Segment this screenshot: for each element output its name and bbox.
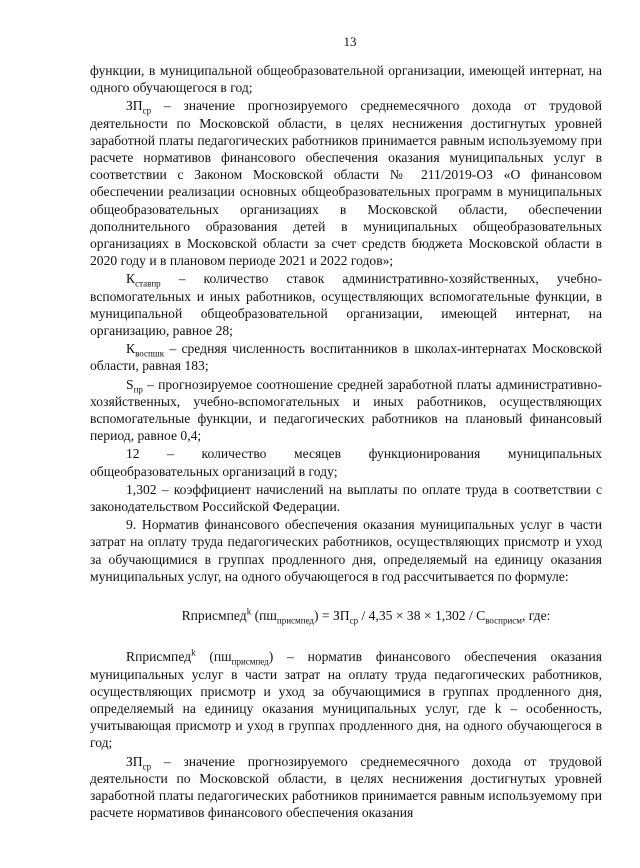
paragraph-coefficient: 1,302 – коэффициент начислений на выплаты по оплате труда в соответствии с законодательством Российской Федерации. <box>90 481 602 515</box>
symbol: Rприсмпед <box>126 649 192 665</box>
symbol-superscript: k <box>191 647 196 658</box>
paragraph-kstavpr-definition <box>90 270 602 339</box>
symbol-paren-open: (пш <box>195 649 232 665</box>
definition-text: – количество ставок административно-хозяйственных, учебно-вспомогательных и иных работников, осуществляющих вспомогательные функции, в муниципальной общеобразовательной организации, имеющей интернат, на организацию, равное 28; <box>90 271 602 339</box>
formula-c-subscript: восприсм <box>485 615 522 626</box>
paragraph-continuation: функции, в муниципальной общеобразовательной организации, имеющей интернат, на одного обучающегося в год; <box>90 63 602 96</box>
formula-paren-subscript: присмпед <box>276 615 314 626</box>
paragraph-rprismped-definition <box>90 648 602 751</box>
paragraph-spr-definition <box>90 376 602 445</box>
symbol-subscript: ср <box>142 106 152 117</box>
formula <box>90 607 602 624</box>
formula-rest: / 4,35 × 38 × 1,302 / С <box>358 608 486 624</box>
formula-tail: , где: <box>521 608 551 624</box>
paragraph-zp-definition-2 <box>90 753 602 822</box>
formula-paren-close: ) <box>313 608 319 624</box>
symbol: К <box>126 271 136 287</box>
symbol-subscript: воспшк <box>135 348 165 359</box>
paragraph-zp-definition <box>90 97 602 269</box>
formula-lhs-superscript: k <box>246 606 252 617</box>
definition-text: ) – норматив финансового обеспечения оказания муниципальных услуг в части затрат на оплату труда педагогических работников, осуществляющих присмотр и уход за обучающимися в группах продленного дня, определяемый на единицу оказания муниципальных услуг, где k – особенность, учитывающая присмотр и уход в группах продленного дня, на одного обучающегося в год; <box>90 649 602 751</box>
formula-paren-open: (пш <box>251 608 277 624</box>
paragraph-section-9: 9. Норматив финансового обеспечения оказания муниципальных услуг в части затрат на оплату труда педагогических работников, осуществляющих присмотр и уход за обучающимися в группах продленного дня, определяемый на единицу оказания муниципальных услуг, на одного обучающегося в год рассчитывается по формуле: <box>90 517 602 584</box>
page-number: 13 <box>343 34 357 49</box>
symbol-subscript: ставпр <box>135 279 161 290</box>
formula-zp-subscript: ср <box>349 615 359 626</box>
symbol-subscript: присмпед <box>231 657 269 668</box>
definition-text: – средняя численность воспитанников в школах-интернатах Московской области, равная 183; <box>90 341 602 374</box>
symbol: ЗП <box>126 753 143 769</box>
paragraph-kvospshk-definition <box>90 340 602 374</box>
definition-text: – значение прогнозируемого среднемесячного дохода от трудовой деятельности по Московской области, в целях неснижения достигнутых уровней заработной платы педагогических работников принимается равным используемому при расчете нормативов финансового обеспечения оказания <box>90 753 602 821</box>
symbol: S <box>126 376 134 392</box>
symbol: К <box>126 341 136 357</box>
symbol: ЗП <box>126 98 143 114</box>
formula-equals: = ЗП <box>318 608 350 624</box>
definition-text: – значение прогнозируемого среднемесячного дохода от трудовой деятельности по Московской области, в целях неснижения достигнутых уровней заработной платы педагогических работников принимается равным используемому при расчете нормативов финансового обеспечения оказания муниципальных услуг в соответствии с Законом Московской области № 211/2019-ОЗ «О финансовом обеспечении реализации основных общеобразовательных программ в муниципальных общеобразовательных организациях в Московской области, обеспечении дополнительного образования детей в муниципальных общеобразовательных организациях в Московской области за счет средств бюджета Московской области в 2020 году и в плановом периоде 2021 и 2022 годов»; <box>90 98 602 269</box>
symbol-subscript: пр <box>133 384 143 395</box>
formula-lhs: Rприсмпед <box>181 608 247 624</box>
symbol-subscript: ср <box>142 761 152 772</box>
paragraph-months: 12 – количество месяцев функционирования муниципальных общеобразовательных организаций в году; <box>90 446 602 479</box>
definition-text: – прогнозируемое соотношение средней заработной платы административно-хозяйственных, учебно-вспомогательных и иных работников, осуществляющих вспомогательные функции, и педагогических работников на плановый финансовый период, равное 0,4; <box>90 376 602 444</box>
